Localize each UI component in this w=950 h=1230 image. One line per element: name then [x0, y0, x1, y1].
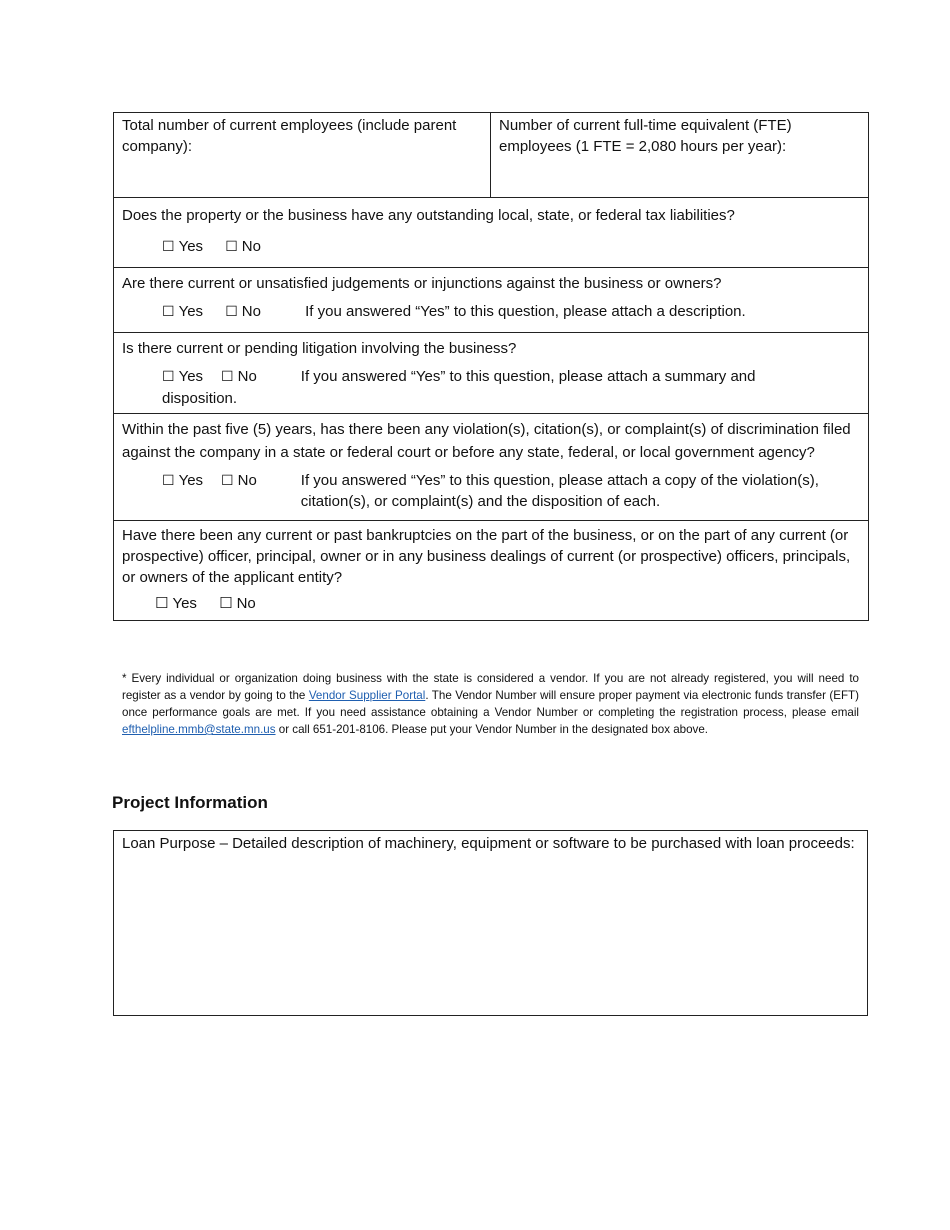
- bankruptcy-options: [122, 593, 860, 614]
- vendor-footnote: [122, 670, 859, 738]
- no-label: No: [236, 595, 256, 612]
- checkbox-icon: ☐: [221, 369, 234, 385]
- no-label: No: [241, 303, 261, 320]
- checkbox-icon: ☐: [162, 369, 175, 385]
- discrimination-no-option[interactable]: [221, 470, 257, 492]
- checkbox-icon: ☐: [219, 594, 233, 612]
- tax-liabilities-question: [114, 198, 869, 268]
- yes-label: Yes: [172, 595, 197, 612]
- litigation-question: [114, 333, 869, 414]
- tax-question-text: Does the property or the business have any outstanding local, state, or federal tax liabilities?: [122, 207, 735, 224]
- project-information-heading: Project Information: [112, 793, 268, 812]
- loan-purpose-field[interactable]: [113, 830, 868, 1016]
- checkbox-icon: ☐: [221, 473, 234, 489]
- fte-employees-field[interactable]: [491, 113, 869, 198]
- judgements-note: If you answered “Yes” to this question, please attach a description.: [305, 303, 746, 320]
- business-questions-table: [113, 112, 869, 621]
- footnote-text-2: . The Vendor Number will ensure proper payment via electronic funds transfer (EFT) once performance goals are met. If you need assistance obtaining a Vendor Number or completing the registration process, please email: [122, 689, 859, 719]
- checkbox-icon: ☐: [155, 594, 169, 612]
- judgements-question-text: Are there current or unsatisfied judgements or injunctions against the business or owners?: [122, 275, 722, 292]
- tax-yes-option[interactable]: [162, 236, 203, 258]
- no-label: No: [237, 472, 257, 489]
- judgements-options: [122, 301, 860, 323]
- judgements-question: [114, 268, 869, 333]
- litigation-note: If you answered “Yes” to this question, please attach a summary and disposition.: [162, 368, 756, 407]
- judgements-yes-option[interactable]: [162, 301, 203, 323]
- total-employees-field[interactable]: [114, 113, 491, 198]
- vendor-supplier-portal-link[interactable]: Vendor Supplier Portal: [308, 689, 426, 702]
- checkbox-icon: ☐: [162, 473, 175, 489]
- fte-employees-label: Number of current full-time equivalent (FTE) employees (1 FTE = 2,080 hours per year):: [499, 117, 792, 155]
- discrimination-yes-option[interactable]: [162, 470, 203, 492]
- yes-label: Yes: [178, 472, 204, 489]
- total-employees-label: Total number of current employees (include parent company):: [122, 117, 457, 155]
- litigation-options: [122, 366, 860, 409]
- yes-label: Yes: [178, 303, 204, 320]
- yes-label: Yes: [178, 368, 204, 385]
- litigation-yes-option[interactable]: [162, 366, 203, 388]
- checkbox-icon: ☐: [225, 304, 238, 320]
- tax-options: [122, 236, 860, 258]
- discrimination-question: [114, 414, 869, 521]
- footnote-text-1: * Every individual or organization doing business with the state is considered a vendor. If you are not already registered, you will need to register as a vendor by going to the: [122, 672, 859, 702]
- discrimination-question-text: Within the past five (5) years, has there been any violation(s), citation(s), or complaint(s) of discrimination filed against the company in a state or federal court or before any state, federal, or local government agency?: [122, 421, 851, 461]
- checkbox-icon: ☐: [162, 239, 175, 255]
- no-label: No: [241, 238, 261, 255]
- yes-label: Yes: [178, 238, 204, 255]
- bankruptcy-no-option[interactable]: [219, 593, 256, 614]
- checkbox-icon: ☐: [162, 304, 175, 320]
- bankruptcy-yes-option[interactable]: [155, 593, 197, 614]
- litigation-question-text: Is there current or pending litigation involving the business?: [122, 340, 517, 357]
- tax-no-option[interactable]: [225, 236, 261, 258]
- judgements-no-option[interactable]: [225, 301, 261, 323]
- footnote-text-3: or call 651-201-8106. Please put your Vendor Number in the designated box above.: [275, 723, 709, 736]
- eft-helpline-email-link[interactable]: efthelpline.mmb@state.mn.us: [122, 723, 276, 736]
- discrimination-options: [122, 470, 860, 512]
- no-label: No: [237, 368, 257, 385]
- litigation-no-option[interactable]: [221, 366, 257, 388]
- loan-purpose-label: Loan Purpose – Detailed description of machinery, equipment or software to be purchased with loan proceeds:: [122, 835, 855, 852]
- checkbox-icon: ☐: [225, 239, 238, 255]
- discrimination-note: If you answered “Yes” to this question, please attach a copy of the violation(s), citation(s), or complaint(s) and the disposition of each.: [300, 472, 819, 510]
- bankruptcy-question: [114, 521, 869, 621]
- bankruptcy-question-text: Have there been any current or past bankruptcies on the part of the business, or on the part of any current (or prospective) officer, principal, owner or in any business dealings of current (or prospective) officers, principals, or owners of the applicant entity?: [122, 527, 851, 586]
